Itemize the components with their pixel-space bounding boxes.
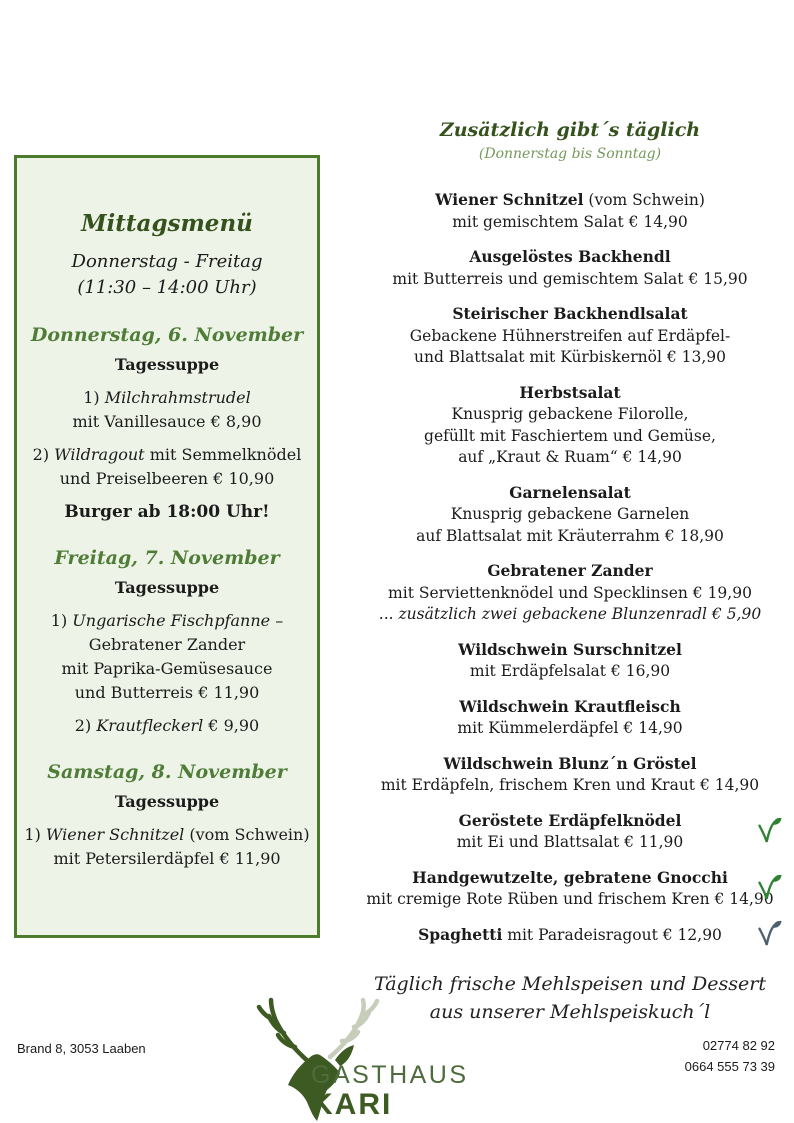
menu-line: mit Paprika-Gemüsesauce bbox=[61, 659, 273, 678]
menu-line: und Blattsalat mit Kürbiskernöl € 13,90 bbox=[413, 348, 727, 366]
day-heading: Freitag, 7. November bbox=[54, 547, 280, 569]
menu-line: Tagessuppe bbox=[114, 355, 220, 374]
menu-item-text bbox=[350, 482, 790, 548]
menu-line: Knusprig gebackene Garnelen bbox=[450, 505, 690, 523]
menu-item-text bbox=[350, 924, 790, 947]
menu-item-text bbox=[350, 810, 790, 854]
day-blocks bbox=[17, 576, 317, 738]
menu-item bbox=[350, 189, 790, 233]
menu-item-text bbox=[350, 867, 790, 911]
menu-line: und Butterreis € 11,90 bbox=[74, 683, 260, 702]
menu-item-text bbox=[350, 753, 790, 797]
footer-address: Brand 8, 3053 Laaben bbox=[17, 1041, 146, 1056]
lunch-menu-days-range: Donnerstag - Freitag bbox=[71, 251, 263, 272]
menu-block bbox=[17, 823, 317, 871]
menu-line: Burger ab 18:00 Uhr! bbox=[64, 502, 270, 522]
menu-line: 2) Wildragout mit Semmelknödel bbox=[32, 445, 302, 464]
day-blocks bbox=[17, 353, 317, 524]
day-section-donnerstag bbox=[17, 322, 317, 524]
menu-line: 1) Milchrahmstrudel bbox=[83, 388, 251, 407]
day-blocks bbox=[17, 790, 317, 871]
menu-line: mit Ei und Blattsalat € 11,90 bbox=[456, 833, 684, 851]
lunch-menu-title: Mittagsmenü bbox=[81, 210, 253, 237]
menu-item-text bbox=[350, 696, 790, 740]
vegetarian-leaf-icon bbox=[755, 919, 782, 950]
menu-line: Herbstsalat bbox=[519, 382, 621, 402]
menu-line: gefüllt mit Faschiertem und Gemüse, bbox=[424, 426, 716, 445]
logo-text-kari: KARI bbox=[311, 1088, 393, 1121]
daily-menu-list bbox=[350, 189, 790, 946]
menu-line: Tagessuppe bbox=[114, 578, 220, 597]
menu-block bbox=[17, 609, 317, 705]
menu-line: 1) Ungarische Fischpfanne – bbox=[50, 611, 284, 630]
menu-block bbox=[17, 386, 317, 434]
menu-line: ... zusätzlich zwei gebackene Blunzenradl € 5,90 bbox=[378, 605, 762, 623]
menu-line: Garnelensalat bbox=[509, 482, 631, 502]
footer-phone-1: 02774 82 92 bbox=[702, 1038, 775, 1053]
menu-line: Handgewutzelte, gebratene Gnocchi bbox=[412, 867, 728, 887]
menu-line: Steirischer Backhendlsalat bbox=[452, 304, 688, 323]
menu-item-text bbox=[350, 303, 790, 369]
menu-item bbox=[350, 303, 790, 369]
menu-line: auf Blattsalat mit Kräuterrahm € 18,90 bbox=[416, 526, 724, 545]
menu-block bbox=[17, 500, 317, 524]
menu-item bbox=[350, 382, 790, 469]
menu-line: mit Butterreis und gemischtem Salat € 15,90 bbox=[392, 269, 748, 288]
menu-line: Gebackene Hühnerstreifen auf Erdäpfel- bbox=[409, 326, 731, 345]
menu-item-text bbox=[350, 560, 790, 626]
menu-item bbox=[350, 867, 790, 911]
menu-line: mit Vanillesauce € 8,90 bbox=[72, 412, 262, 431]
menu-item bbox=[350, 924, 790, 947]
menu-line: mit Erdäpfeln, frischem Kren und Kraut € 14,90 bbox=[380, 776, 760, 794]
menu-line: mit Erdäpfelsalat € 16,90 bbox=[469, 662, 671, 680]
menu-line: 2) Krautfleckerl € 9,90 bbox=[74, 716, 260, 735]
menu-line: Tagessuppe bbox=[114, 792, 220, 811]
day-section-freitag bbox=[17, 545, 317, 738]
lunch-menu-hours: (11:30 – 14:00 Uhr) bbox=[77, 277, 257, 298]
footer-phone-2: 0664 555 73 39 bbox=[684, 1059, 775, 1074]
menu-item bbox=[350, 482, 790, 548]
menu-item bbox=[350, 696, 790, 740]
vegetarian-leaf-icon bbox=[755, 816, 782, 847]
menu-item bbox=[350, 560, 790, 626]
menu-line: und Preiselbeeren € 10,90 bbox=[59, 469, 275, 488]
menu-line: Wildschwein Krautfleisch bbox=[459, 696, 681, 716]
gasthaus-logo bbox=[248, 997, 483, 1123]
menu-block bbox=[17, 790, 317, 814]
menu-item-text bbox=[350, 246, 790, 290]
menu-item-text bbox=[350, 382, 790, 469]
menu-block bbox=[17, 576, 317, 600]
menu-block bbox=[17, 714, 317, 738]
menu-line: mit cremige Rote Rüben und frischem Kren € 14,90 bbox=[366, 890, 774, 908]
day-heading: Donnerstag, 6. November bbox=[30, 324, 304, 346]
menu-line: Ausgelöstes Backhendl bbox=[469, 247, 671, 266]
daily-specials-heading: Zusätzlich gibt´s täglich bbox=[439, 119, 701, 141]
menu-line: mit Serviettenknödel und Specklinsen € 19,90 bbox=[388, 583, 752, 602]
menu-item bbox=[350, 810, 790, 854]
lunch-menu-box bbox=[14, 155, 320, 938]
menu-item bbox=[350, 246, 790, 290]
menu-line: Knusprig gebackene Filorolle, bbox=[451, 405, 689, 423]
menu-line: mit gemischtem Salat € 14,90 bbox=[452, 212, 688, 231]
dessert-tagline-line2: aus unserer Mehlspeiskuch´l bbox=[429, 1001, 711, 1023]
footer-phone-numbers bbox=[685, 1035, 775, 1077]
menu-item bbox=[350, 753, 790, 797]
menu-line: mit Kümmelerdäpfel € 14,90 bbox=[457, 719, 683, 737]
menu-line: 1) Wiener Schnitzel (vom Schwein) bbox=[24, 825, 310, 844]
menu-line: auf „Kraut & Ruam“ € 14,90 bbox=[458, 448, 682, 466]
day-section-samstag bbox=[17, 759, 317, 871]
dessert-tagline-line1: Täglich frische Mehlspeisen und Dessert bbox=[374, 973, 766, 995]
menu-line: Wildschwein Blunz´n Gröstel bbox=[443, 753, 697, 773]
menu-line: mit Petersilerdäpfel € 11,90 bbox=[53, 849, 281, 868]
daily-specials-column bbox=[350, 118, 790, 1026]
menu-item-text bbox=[350, 189, 790, 233]
menu-line: Geröstete Erdäpfelknödel bbox=[458, 810, 682, 830]
vegetarian-leaf-icon bbox=[755, 873, 782, 904]
menu-block bbox=[17, 443, 317, 491]
menu-line: Wildschwein Surschnitzel bbox=[458, 639, 682, 659]
menu-block bbox=[17, 353, 317, 377]
menu-item-text bbox=[350, 639, 790, 683]
day-heading: Samstag, 8. November bbox=[47, 761, 287, 783]
menu-line: Wiener Schnitzel (vom Schwein) bbox=[435, 190, 705, 209]
menu-line: Spaghetti mit Paradeisragout € 12,90 bbox=[418, 924, 722, 944]
daily-specials-subheading: (Donnerstag bis Sonntag) bbox=[478, 146, 662, 162]
menu-line: Gebratener Zander bbox=[487, 561, 653, 580]
menu-line: Gebratener Zander bbox=[88, 635, 246, 654]
menu-item bbox=[350, 639, 790, 683]
logo-text-gasthaus: GASTHAUS bbox=[311, 1061, 469, 1089]
